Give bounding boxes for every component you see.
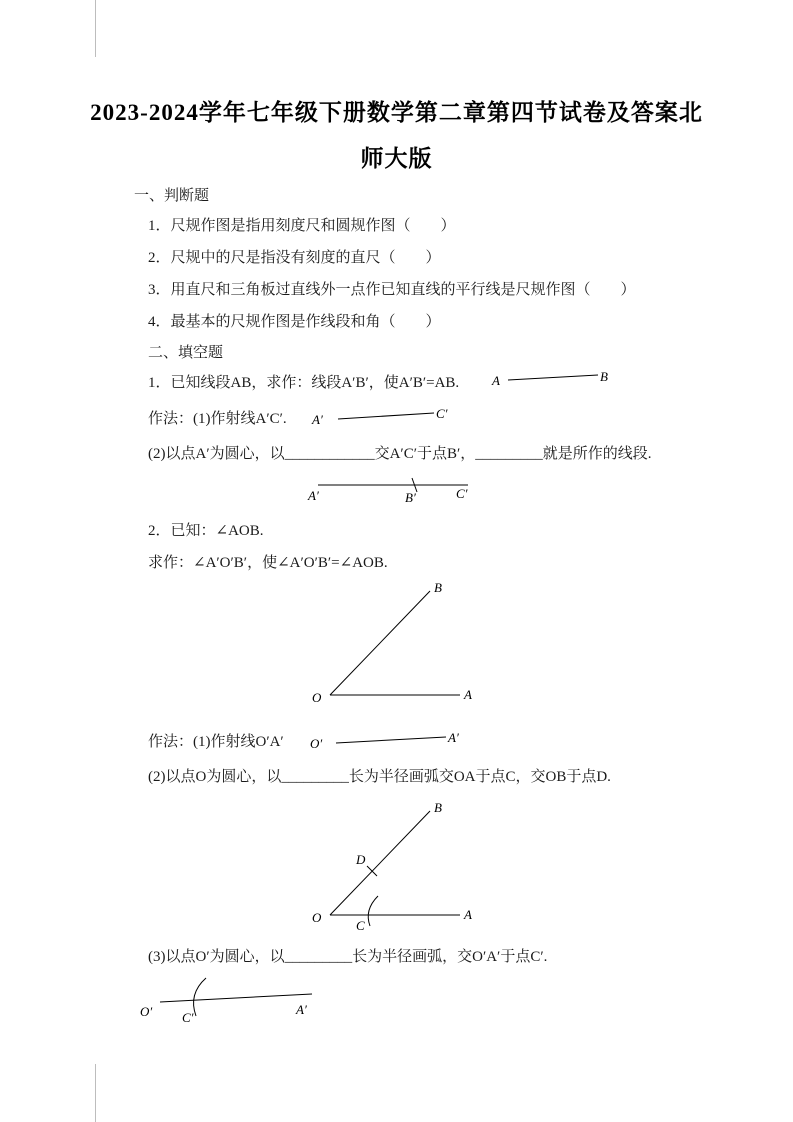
figure-segment-ab [492,366,617,392]
fill-q2-given: 2．已知：∠AOB. [148,523,264,539]
point-label-o-prime: O′ [140,1004,153,1019]
point-label-b-prime: B′ [405,490,416,505]
fill-q2-ask: 求作：∠A′O′B′，使∠A′O′B′=∠AOB. [148,555,388,571]
ray-ob-line [330,591,430,695]
point-label-c: C [356,918,365,933]
arc-mark-c-prime [194,978,206,1016]
fill-q2-method2: (2)以点O为圆心，以_________长为半径画弧交OA于点C，交OB于点D. [148,769,611,785]
ray-oa-prime-line [336,737,446,743]
fill-q1-method1: 作法：(1)作射线A′C′. [148,411,287,427]
arc-mark-c [368,896,378,926]
ray-oca-line [160,994,312,1002]
figure-angle-aob-with-marks [300,800,480,935]
figure-ray-o-a [310,728,470,756]
point-label-a-prime: A′ [296,1002,307,1017]
fill-q1-intro: 1．已知线段AB，求作：线段A′B′，使A′B′=AB. [148,375,460,391]
point-label-b: B [434,800,442,815]
ray-ob-line [330,811,430,915]
fill-q2-method1: 作法：(1)作射线O′A′ [148,734,284,750]
page-edge-mark [95,0,96,57]
point-label-a-prime: A′ [308,488,319,503]
point-label-a: A [492,373,500,388]
judge-item-3: 3．用直尺和三角板过直线外一点作已知直线的平行线是尺规作图（ ） [148,282,636,298]
fill-q2-method3: (3)以点O′为圆心，以_________长为半径画弧，交O′A′于点C′. [148,949,548,965]
segment-ab-line [508,375,598,380]
point-label-b: B [600,369,608,384]
figure-segment-abc-result [308,470,488,506]
figure-ray-a-c [312,404,457,432]
section-fill-heading: 二、填空题 [148,345,224,361]
judge-item-2: 2．尺规中的尺是指没有刻度的直尺（ ） [148,250,441,266]
point-label-a-prime: A′ [448,730,459,745]
document-title-line2: 师大版 [360,146,433,171]
point-label-o: O [312,910,322,925]
judge-item-4: 4．最基本的尺规作图是作线段和角（ ） [148,314,441,330]
point-label-c-prime: C′ [456,486,468,501]
point-label-a: A [464,907,472,922]
point-label-c-prime: C′ [436,406,448,421]
point-label-b: B [434,580,442,595]
fill-q1-method2: (2)以点A′为圆心，以____________交A′C′于点B′，_________就是所作的线段. [148,446,652,462]
figure-angle-aob [300,580,480,715]
point-label-o: O [312,690,322,705]
point-label-c-prime: C′ [182,1010,194,1025]
point-label-o-prime: O′ [310,736,323,751]
section-judge-heading: 一、判断题 [134,188,210,204]
document-title-line1: 2023-2024学年七年级下册数学第二章第四节试卷及答案北 [90,100,703,125]
figure-ray-o-c-a-result [140,972,330,1028]
ray-ac-line [338,413,434,419]
judge-item-1: 1．尺规作图是指用刻度尺和圆规作图（ ） [148,218,456,234]
point-label-a: A [464,687,472,702]
point-label-a-prime: A′ [312,412,323,427]
point-label-d: D [356,852,366,867]
page-edge-mark [95,1064,96,1122]
